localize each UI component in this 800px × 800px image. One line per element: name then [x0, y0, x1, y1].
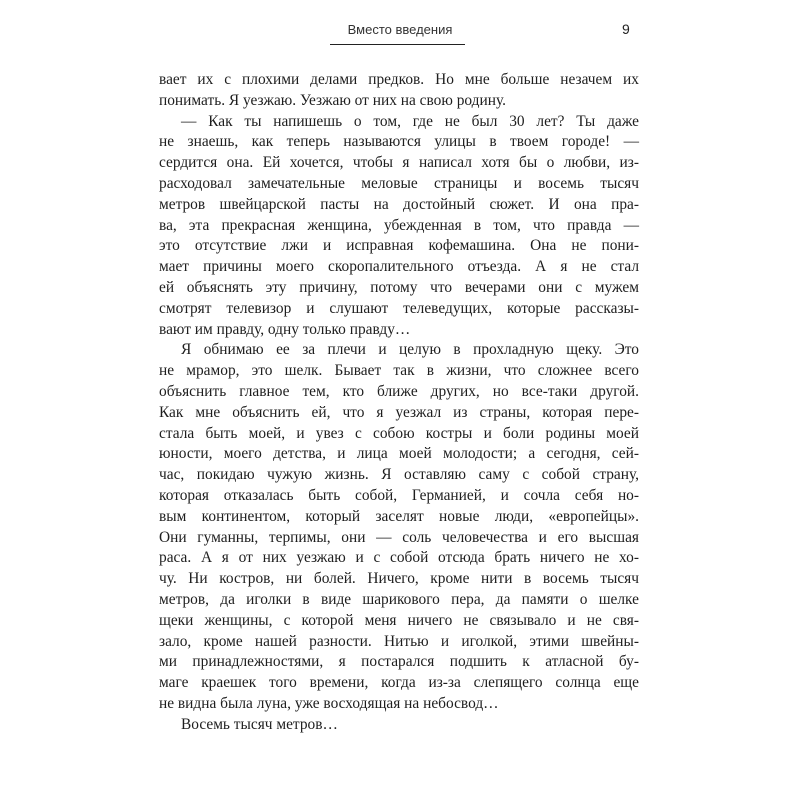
text-line: стала быть моей, и увез с собою костры и боли родины моей	[159, 424, 639, 442]
text-line: вым континентом, который заселят новые люди, «европейцы».	[159, 507, 639, 525]
running-title: Вместо введения	[347, 22, 453, 37]
text-line: объяснить главное тем, кто ближе других, но все-таки другой.	[159, 382, 639, 400]
text-line: метров швейцарской пасты на достойный сюжет. И она пра-	[159, 195, 639, 213]
text-line: не знаешь, как теперь называются улицы в твоем городе! —	[159, 133, 639, 151]
text-line: ей объяснять эту причину, потому что вечерами они с мужем	[159, 278, 639, 296]
text-line: не видна была луна, уже восходящая на небосвод…	[159, 694, 499, 712]
page-number: 9	[622, 21, 630, 37]
text-line: ва, эта прекрасная женщина, убежденная в том, что правда —	[159, 216, 639, 234]
text-line: час, покидаю чужую жизнь. Я оставляю саму с собой страну,	[159, 466, 639, 484]
text-line: — Как ты напишешь о том, где не был 30 лет? Ты даже	[181, 112, 639, 130]
text-line: ми принадлежностями, я постарался подшить к атласной бу-	[159, 653, 639, 671]
text-line: метров, да иголки в виде шарикового пера, да памяти о шелке	[159, 590, 639, 608]
text-line: понимать. Я уезжаю. Уезжаю от них на свою родину.	[159, 91, 506, 109]
text-line: сердится она. Ей хочется, чтобы я написал хотя бы о любви, из-	[159, 154, 639, 172]
text-line: маге краешек того времени, когда из-за слепящего солнца еще	[159, 674, 639, 692]
text-line: вает их с плохими делами предков. Но мне больше незачем их	[159, 71, 639, 88]
text-line: Восемь тысяч метров…	[181, 715, 338, 733]
text-line: расходовал замечательные меловые страницы и восемь тысяч	[159, 174, 639, 192]
text-line: смотрят телевизор и слушают телеведущих, которые рассказы-	[159, 299, 639, 317]
text-line: Как мне объяснить ей, что я уезжал из страны, которая пере-	[159, 403, 639, 421]
text-line: юности, моего детства, и лица моей молодости; а сегодня, сей-	[159, 445, 639, 463]
text-line: вают им правду, одну только правду…	[159, 320, 411, 338]
header-rule	[330, 44, 465, 45]
text-line: чу. Ни костров, ни болей. Ничего, кроме нити в восемь тысяч	[159, 570, 639, 588]
text-line: щеки женщины, с которой меня ничего не связывало и не свя-	[159, 611, 639, 629]
body-text	[159, 70, 639, 736]
text-line: зало, кроме нашей разности. Нитью и иголкой, этими швейны-	[159, 632, 639, 650]
text-line: которая отказалась быть собой, Германией, и сочла себя но-	[159, 486, 639, 504]
text-line: Я обнимаю ее за плечи и целую в прохладную щеку. Это	[181, 341, 639, 359]
text-line: не мрамор, это шелк. Бывает так в жизни, что сложнее всего	[159, 362, 639, 380]
text-line: Они гуманны, терпимы, они — соль человечества и его высшая	[159, 528, 639, 546]
text-line: это отсутствие лжи и исправная кофемашина. Она не пони-	[159, 237, 639, 255]
text-line: раса. А я от них уезжаю и с собой отсюда брать ничего не хо-	[159, 549, 639, 567]
text-line: мает причины моего скоропалительного отъезда. А я не стал	[159, 258, 639, 276]
